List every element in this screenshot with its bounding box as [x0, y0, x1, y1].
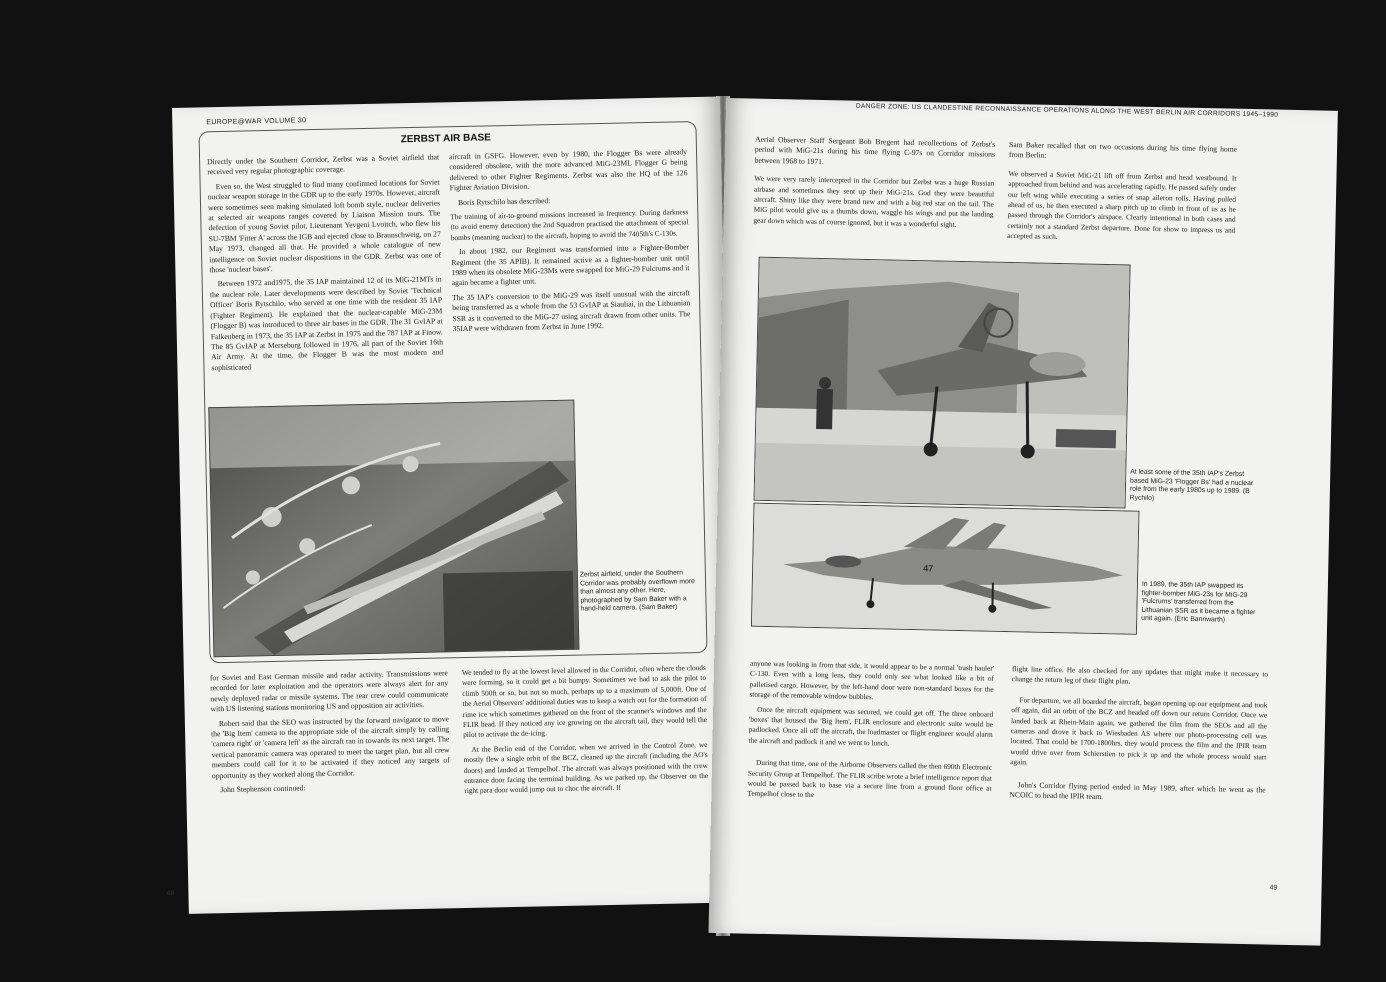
- mig29-photo: [751, 503, 1140, 635]
- paragraph: for Soviet and East German missile and radar activity. Transmissions were recorded for later exploitation and the operators were always alert for any newly deployed radar or missile systems. The rear crew could communicate with US listening stations monitoring US and opposition air activities.: [209, 668, 449, 714]
- right-page-number: 49: [1269, 884, 1278, 892]
- mig23-caption: At least some of the 35th IAP's Zerbst based MiG-23 'Flogger Bs' had a nuclear role from the early 1980s up to 1989. (B Rychilo): [1129, 468, 1254, 502]
- paragraph: In about 1982, our Regiment was transformed into a Fighter-Bomber Regiment (the 35 APIB). It remained active as a fighter-bomber unit until 1989 when its obsolete MiG-23Ms were swapped for MiG-29 Fulcrums and it again became a fighter unit.: [451, 242, 690, 288]
- quote-paragraph: The training of air-to-ground missions increased in frequency. During darkness (to avoid enemy detection) the 2nd Squadron practised the attachment of special bombs (meaning nuclear) to the aircraft, hoping to avoid the 7405th's C-130s.: [450, 207, 689, 243]
- quote-paragraph: flight line office. He also checked for any updates that might make it necessary to change the return leg of their flight plan.: [1011, 664, 1269, 686]
- paragraph: John Stephenson continued:: [220, 783, 306, 795]
- left-page-number: 48: [166, 890, 175, 898]
- mig29-illustration: [752, 504, 1138, 634]
- body-column-1: [210, 668, 451, 799]
- mig29-tail-number: 47: [923, 563, 934, 574]
- paragraph: Even so, the West struggled to find many confirmed locations for Soviet nuclear weapon storage in the GDR up to the early 1970s. However, aircraft were sometimes seen making simulated loft bomb style, nuclear deliveries at selected air weapons ranges covered by Liaison Mission tours. The defection of young Soviet pilot, Lieutenant Yevgeni Lvoitch, who flew his SU-7BM 'Fitter A' across the IGB and ejected close to Braunschweig, on 27 May 1973, changed all that. He provided a whole catalogue of new intelligence on Soviet nuclear dispositions in the GDR. Zerbst was one of those 'nuclear bases'.: [207, 177, 442, 275]
- paragraph: Robert said that the SEO was instructed by the forward navigator to move the 'Big Item' camera to the appropriate side of the aircraft simply by calling 'camera right' or 'camera left' as the aircraft ran in towards its next target. The vertical panoramic camera was operated to meet the target plan, but all crew members could call for it to be activated if they noticed any targets of opportunity as they worked along the Corridor.: [211, 713, 450, 780]
- paragraph: Aerial Observer Staff Sergeant Bob Bregent had recollections of Zerbst's period with MiG-21s during his time flying C-97s on Corridor missions between 1968 to 1971.: [754, 134, 996, 166]
- paragraph: The 35 IAP's conversion to the MiG-29 was itself unusual with the aircraft being transferred as a whole from the 53 GvIAP at Siauliai, in the Lithuanian SSR as it converted to the MiG-27 using aircraft drawn from other units. The 35IAP were withdrawn from Zerbst in June 1992.: [451, 288, 691, 334]
- quote-paragraph: anyone was looking in from that side, it would appear to be a normal 'trash hauler' C-130. Even with a long lens, they could only see what looked like a bit of palletised cargo. However, by the left-hand door were non-standard boxes for the storage of the removable window bubbles.: [749, 658, 995, 702]
- left-running-header: EUROPE@WAR VOLUME 30: [206, 117, 307, 127]
- paragraph: aircraft in GSFG. However, even by 1980, the Flogger Bs were already considered obsolete, with the more advanced MiG-23ML Flogger G being delivered to other Fighter Regiments. Zerbst was also the HQ of the 126 Fighter Aviation Division.: [448, 147, 688, 193]
- quote-paragraph: Once the aircraft equipment was secured, we could get off. The three onboard 'boxes' that housed the 'Big Item', FLIR enclosure and electronic suite would be padlocked. Once all off the aircraft, the loadmaster or flight engineer would alarm the aircraft and padlock it and we went to lunch.: [748, 704, 994, 748]
- right-running-header: DANGER ZONE: US CLANDESTINE RECONNAISSANCE OPERATIONS ALONG THE WEST BERLIN AIR CORRIDORS 1945–1990: [855, 102, 1279, 119]
- sidebar-title: ZERBST AIR BASE: [400, 132, 492, 146]
- top-column-1: [753, 135, 995, 235]
- paragraph: John's Corridor flying period ended in May 1989, after which he went as the NCOIC to head the IPIR team.: [1009, 779, 1266, 802]
- paragraph: Directly under the Southern Corridor, Zerbst was a Soviet airfield that received very regular photographic coverage.: [207, 152, 440, 177]
- top-column-2: [1007, 140, 1237, 250]
- body-column-2: [462, 663, 709, 801]
- airfield-caption: Zerbst airfield, under the Southern Corridor was probably overflown more than almost any other. Here, photographed by Sam Baker with a hand-held camera. (Sam Baker): [579, 569, 695, 613]
- quote-paragraph: At the Berlin end of the Corridor, when we arrived in the Control Zone, we mostly flew a single orbit of the BCZ, cleaned up the aircraft (including the AO's doors) and landed at Tempelhof. The aircraft was always positioned with the crew entrance door facing the terminal building. As we parked up, the Observer on the right para door would jump out to choc the aircraft. If: [463, 739, 709, 796]
- quote-paragraph: During that time, one of the Airborne Observers called the then 690th Electronic Security Group at Tempelhof. The FLIR scribe wrote a brief intelligence report that would be passed back to base via a secure line from a ground floor office at Tempelhof close to the: [747, 758, 993, 800]
- sidebar-column-2: [449, 147, 691, 338]
- body-column-2: [1009, 664, 1268, 810]
- quote-paragraph: We were very rarely intercepted in the Corridor but Zerbst was a huge Russian airbase and sometimes they sent up their MiG-21s. God they were beautiful aircraft. Shiny like they were brand new and with a big red star on the tail. The MiG pilot would give us a thumbs down, waggle his wings and put the landing gear down which was of course ignored, but it was a wonderful sight.: [753, 173, 995, 229]
- mig23-illustration: [755, 258, 1130, 508]
- paragraph: Boris Rytschilo has described:: [457, 195, 551, 207]
- sidebar-column-1: [207, 152, 444, 377]
- quote-paragraph: We tended to fly at the lowest level allowed in the Corridor, often where the clouds were forming, so it could get a bit bumpy. Sometimes we had to ask the pilot to climb 500ft or so, but not so much, perhaps up to a maximum of 5,000ft. One of the Aerial Observers' additional duties was to keep a watch out for the formation of rime ice which sometimes gathered on the front of the scanner's windows and the FLIR head. If they noticed any ice growing on the aircraft tail, they would tell the pilot to activate the de-icing.: [461, 662, 708, 740]
- body-column-1: [747, 659, 994, 809]
- paragraph: Sam Baker recalled that on two occasions during his time flying home from Berlin:: [1008, 139, 1238, 161]
- quote-paragraph: For departure, we all boarded the aircraft, began opening up our equipment and took off again, did an orbit of the BCZ and headed off down our return Corridor. Once we landed back at Rhein-Main again, we gathered the film from the SEOs and all the cameras and drove it back to Wiesbaden AS where our photo-processing cell was located. That could be 1700-1800hrs, they would process the film and the IPIR team would drive over from Schierstien to pick it up and the whole process would start again.: [1010, 695, 1268, 767]
- airfield-illustration: [209, 401, 578, 657]
- left-page: [166, 97, 737, 914]
- mig23-photo: [754, 257, 1131, 509]
- right-page: [709, 98, 1338, 946]
- paragraph: Between 1972 and1975, the 35 IAP maintained 12 of its MiG-21MTs in the nuclear role. Later developments were described by Soviet 'Technical Officer' Boris Rytschilo, who served at one time with the resident 35 IAP (Fighter Regiment). He explained that the nuclear-capable MiG-23M (Flogger B) was introduced to three air bases in the GDR. The 31 GvIAP at Falkenberg in 1973, the 35 IAP at Zerbst in 1975 and the 787 IAP at Finow. The 85 GvIAP at Merseburg followed in 1976, all part of the Soviet 16th Air Army. At the time, the Flogger B was the most modern and sophisticated: [209, 274, 444, 372]
- quote-paragraph: We observed a Soviet MiG-21 lift off from Zerbst and head westbound. It approached from behind and was accelerating rapidly. He passed safely under our left wing while executing a series of snap aileron rolls. Having pulled ahead of us, he then executed a sharp pitch up to climb in front of us as he passed through the Corridor's airspace. Clearly intentional in both cases and certainly not a standard Zerbst departure. Done for show to impress us and accepted as such.: [1007, 168, 1237, 242]
- airfield-aerial-photo: [208, 400, 579, 658]
- mig29-caption: In 1989, the 35th IAP swapped its fighter-bomber MiG-23s for MiG-29 'Fulcrums' transferred from the Lithuanian SSR as it became a fighter unit again. (Eric Bannwarth): [1141, 580, 1256, 624]
